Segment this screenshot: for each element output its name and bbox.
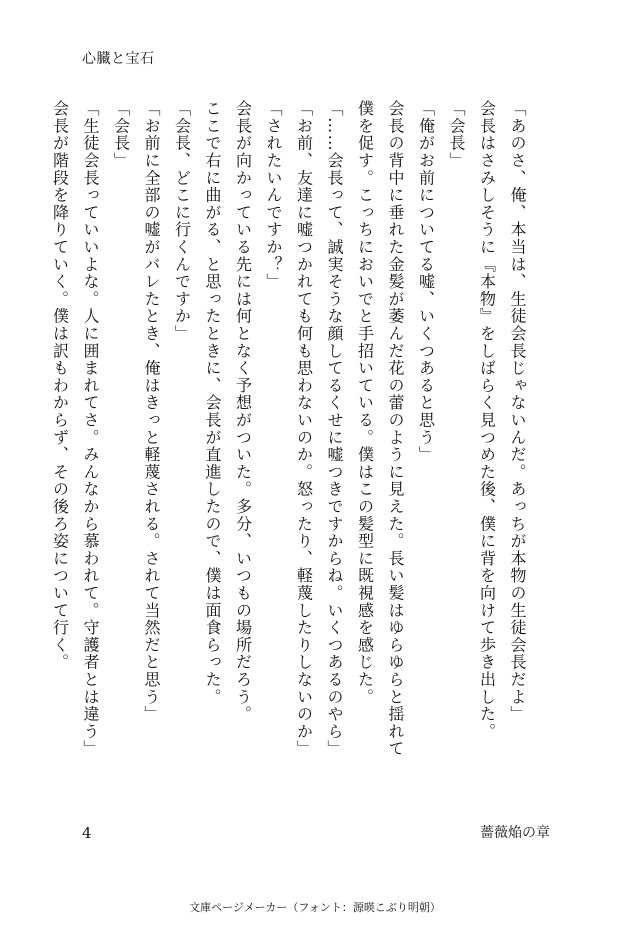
text-line: 「あのさ、俺、本当は、生徒会長じゃないんだ。あっちが本物の生徒会長だよ」 <box>508 100 527 723</box>
text-line: 「されたいんですか？」 <box>264 100 283 291</box>
footer-credit: 文庫ページメーカー（フォント：源暎こぶり明朝） <box>189 901 441 914</box>
vertical-text-body <box>44 100 532 800</box>
text-line: 「会長、どこに行くんですか」 <box>172 100 192 343</box>
text-line: 「……会長って、誠実そうな顔してるくせに嘘つきですからね。いくつあるのやら」 <box>325 100 344 758</box>
text-line: 僕を促す。こっちにおいでと手招いている。僕はこの髪型に既視感を感じた。 <box>355 100 375 706</box>
text-line: 「お前に全部の嘘がバレたとき、俺はきっと軽蔑される。されて当然だと思う」 <box>142 100 161 723</box>
book-title: 心臓と宝石 <box>82 51 155 67</box>
text-line: 「生徒会長っていいよな。人に囲まれてさ。みんなから慕われて。守護者とは違う」 <box>81 100 100 758</box>
text-line: 会長が階段を降りていく。僕は訳もわからず、その後ろ姿について行く。 <box>50 100 70 671</box>
text-line: 「会長」 <box>447 100 466 170</box>
page-number: 4 <box>82 824 92 842</box>
text-line: 会長が向かっている先には何となく予想がついた。多分、いつもの場所だろう。 <box>233 100 253 723</box>
chapter-title: 薔薇焔の章 <box>480 825 550 841</box>
text-line: 会長はさみしそうに『本物』をしばらく見つめた後、僕に背を向けて歩き出した。 <box>477 100 497 741</box>
text-line: 会長の背中に垂れた金髪が萎んだ花の蕾のように見えた。長い髪はゆらゆらと揺れて <box>386 100 405 758</box>
text-line: ここで右に曲がる、と思ったときに、会長が直進したので、僕は面食らった。 <box>203 100 222 706</box>
text-line: 「俺がお前についてる嘘、いくつあると思う」 <box>416 100 436 464</box>
text-line: 「会長」 <box>111 100 131 170</box>
text-line: 「お前、友達に嘘つかれても何も思わないのか。怒ったり、軽蔑したりしないのか」 <box>294 100 314 758</box>
